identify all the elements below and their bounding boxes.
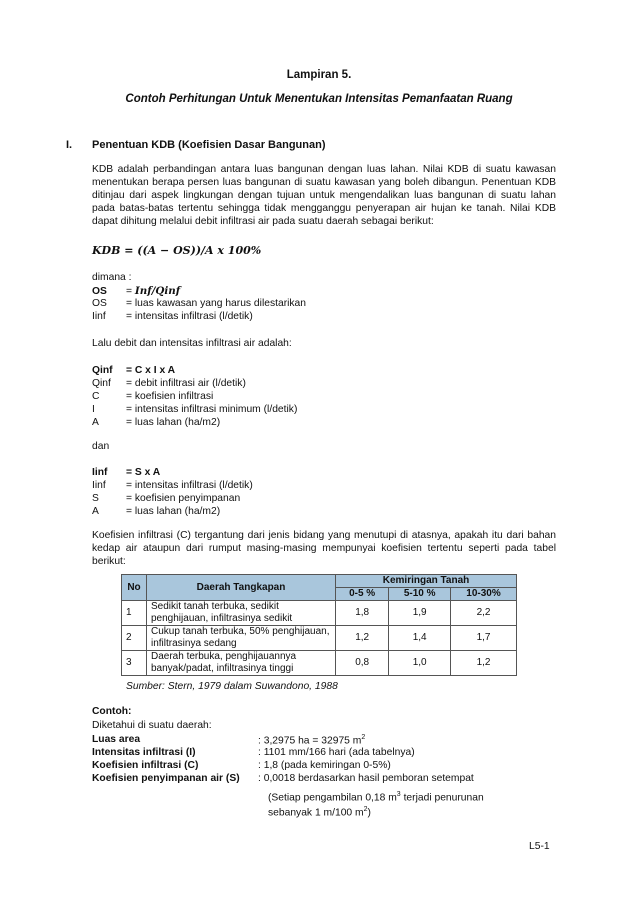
cell-value: 2,2	[451, 601, 517, 626]
def-value: = intensitas infiltrasi (l/detik)	[126, 480, 253, 491]
iinf-formula	[92, 467, 160, 479]
os-key: OS	[92, 286, 107, 297]
def-value: = debit infiltrasi air (l/detik)	[126, 378, 246, 389]
example-value: : 0,0018 berdasarkan hasil pemboran setempat	[258, 773, 474, 784]
table-row	[122, 651, 517, 676]
example-title: Contoh:	[92, 706, 132, 717]
example-value: : 1,8 (pada kemiringan 0-5%)	[258, 760, 391, 771]
cell-value: 1,8	[336, 601, 389, 626]
def-key: I	[92, 404, 95, 415]
table-row	[122, 626, 517, 651]
section-number: I.	[66, 139, 73, 151]
def-row	[92, 506, 220, 518]
def-value: = luas lahan (ha/m2)	[126, 506, 221, 517]
def-key: OS	[92, 298, 107, 309]
cell-no: 2	[122, 626, 147, 651]
example-value-sup: 2	[361, 734, 366, 741]
dan-label: dan	[92, 441, 110, 452]
cell-value: 1,2	[451, 651, 517, 676]
def-key: S	[92, 493, 99, 504]
def-key: A	[92, 417, 99, 428]
def-key: A	[92, 506, 99, 517]
def-key: Iinf	[92, 311, 106, 322]
cell-no: 1	[122, 601, 147, 626]
os-eq: =	[126, 286, 133, 297]
def-value: = intensitas infiltrasi (l/detik)	[126, 311, 253, 322]
cell-value: 1,7	[451, 626, 517, 651]
iinf-expression: = S x A	[126, 467, 161, 478]
table-row	[122, 601, 517, 626]
def-value: = koefisien penyimpanan	[126, 493, 241, 504]
col-header-no: No	[122, 575, 147, 601]
cell-daerah: Sedikit tanah terbuka, sedikit penghijauan, infiltrasinya sedikit	[147, 601, 336, 626]
koefisien-paragraph: Koefisien infiltrasi (C) tergantung dari jenis bidang yang menutupi di atasnya, apakah itu dari bahan kedap air ataupun dari rumput masing-masing mempunyai koefisien tertentu seperti pada tabel berikut:	[92, 530, 556, 568]
kdb-intro-paragraph: KDB adalah perbandingan antara luas bangunan dengan luas lahan. Nilai KDB di suatu kawasan menentukan berapa persen luas bangunan di suatu kawasan yang boleh dibangun. Penentuan KDB ditinjau dari aspek lingkungan dengan tujuan untuk mengendalikan luas bangunan di suatu lahan pada batas-batas tertentu sehingga tidak mengganggu penyerapan air hujan ke tanah. Nilai KDB dapat dihitung melalui debit infiltrasi air pada suatu daerah sebagai berikut:	[92, 164, 556, 228]
example-note-line2	[268, 806, 371, 818]
col-header-daerah: Daerah Tangkapan	[147, 575, 336, 601]
debit-intro: Lalu debit dan intensitas infiltrasi air adalah:	[92, 338, 292, 349]
appendix-title: Lampiran 5.	[286, 69, 352, 81]
qinf-key: Qinf	[92, 365, 113, 376]
iinf-key: Iinf	[92, 467, 108, 478]
def-row	[92, 391, 213, 403]
cell-value: 1,4	[389, 626, 451, 651]
cell-no: 3	[122, 651, 147, 676]
section-title: Penentuan KDB (Koefisien Dasar Bangunan)	[92, 139, 326, 151]
example-label: Koefisien penyimpanan air (S)	[92, 773, 240, 784]
def-row	[92, 311, 253, 323]
note-text: sebanyak 1 m/100 m	[268, 807, 364, 819]
def-row	[92, 298, 306, 310]
note-text: (Setiap pengambilan 0,18 m	[268, 792, 397, 804]
cell-value: 1,0	[389, 651, 451, 676]
dimana-label: dimana :	[92, 272, 132, 283]
def-value: = luas lahan (ha/m2)	[126, 417, 221, 428]
cell-value: 0,8	[336, 651, 389, 676]
infiltration-coefficient-table	[121, 574, 517, 676]
def-row	[92, 417, 220, 429]
document-subtitle: Contoh Perhitungan Untuk Menentukan Intensitas Pemanfaatan Ruang	[125, 93, 513, 105]
example-value: : 1101 mm/166 hari (ada tabelnya)	[258, 747, 415, 758]
note-text: terjadi penurunan	[400, 792, 484, 804]
def-key: Qinf	[92, 378, 111, 389]
def-value: = koefisien infiltrasi	[126, 391, 214, 402]
col-header-slope: 10-30%	[451, 588, 517, 601]
note-sup: 2	[363, 806, 368, 813]
example-value-text: : 3,2975 ha = 32975 m	[258, 735, 362, 747]
cell-value: 1,9	[389, 601, 451, 626]
col-header-kemiringan: Kemiringan Tanah	[336, 575, 517, 588]
def-row	[92, 480, 253, 492]
def-row	[92, 404, 297, 416]
note-sup: 3	[396, 791, 401, 798]
cell-daerah: Cukup tanah terbuka, 50% penghijauan, infiltrasinya sedang	[147, 626, 336, 651]
def-value: = intensitas infiltrasi minimum (l/detik)	[126, 404, 298, 415]
cell-value: 1,2	[336, 626, 389, 651]
def-value: = luas kawasan yang harus dilestarikan	[126, 298, 307, 309]
example-label: Koefisien infiltrasi (C)	[92, 760, 199, 771]
os-formula	[92, 285, 180, 298]
def-row	[92, 493, 240, 505]
page-number: L5-1	[529, 841, 550, 852]
qinf-expression: = C x I x A	[126, 365, 176, 376]
def-key: Iinf	[92, 480, 106, 491]
col-header-slope: 5-10 %	[389, 588, 451, 601]
table-source: Sumber: Stern, 1979 dalam Suwandono, 1988	[126, 681, 338, 692]
os-expression: Inf/Qinf	[134, 285, 181, 297]
kdb-formula: KDB = ((A − OS))/A x 100%	[92, 244, 262, 257]
qinf-formula	[92, 365, 175, 377]
example-label: Intensitas infiltrasi (I)	[92, 747, 196, 758]
def-row	[92, 378, 246, 390]
example-value	[258, 734, 365, 746]
example-intro: Diketahui di suatu daerah:	[92, 720, 212, 731]
col-header-slope: 0-5 %	[336, 588, 389, 601]
example-label: Luas area	[92, 734, 141, 745]
example-note-line1	[268, 791, 556, 803]
cell-daerah: Daerah terbuka, penghijauannya banyak/padat, infiltrasinya tinggi	[147, 651, 336, 676]
note-text: )	[367, 807, 371, 819]
def-key: C	[92, 391, 100, 402]
